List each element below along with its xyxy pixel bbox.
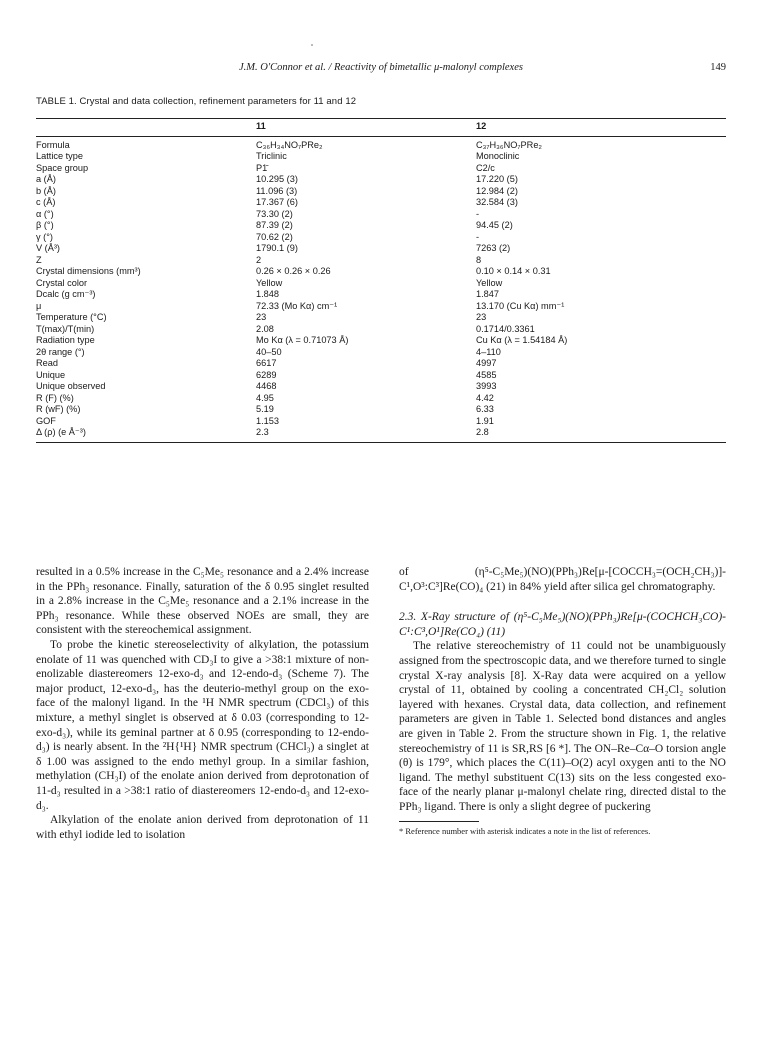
value-cell-11: C₃₆H₃₄NO₇PRe₂ — [256, 139, 323, 150]
section-heading: 2.3. X-Ray structure of (η⁵-C₅Me₅)(NO)(PPh₃)Re[μ-(COCHCH₃CO)-C¹:C³,O¹]Re(CO₄) (11) — [399, 611, 726, 638]
value-cell-11: 73.30 (2) — [256, 208, 293, 219]
page-header — [36, 62, 726, 80]
value-cell-11: 1.153 — [256, 415, 279, 426]
value-cell-11: 1790.1 (9) — [256, 243, 298, 253]
value-cell-12: 1.91 — [476, 415, 494, 426]
value-cell-12: Yellow — [476, 277, 503, 288]
crystal-data-table — [36, 118, 726, 443]
table-row — [36, 393, 726, 405]
parameter-cell: Read — [36, 358, 58, 368]
table-row — [36, 220, 726, 232]
table-row — [36, 163, 726, 175]
value-cell-12: 4997 — [476, 358, 497, 368]
value-cell-11: 40–50 — [256, 346, 282, 357]
footnote: * Reference number with asterisk indicates a note in the list of references. — [399, 825, 651, 836]
parameter-cell: Space group — [36, 162, 89, 173]
parameter-cell: c (Å) — [36, 197, 56, 207]
column-header-12: 12 — [476, 121, 487, 131]
value-cell-11: Yellow — [256, 277, 283, 288]
table-row — [36, 324, 726, 336]
value-cell-12: 3993 — [476, 381, 497, 391]
value-cell-11: 6289 — [256, 369, 277, 380]
right-text-column — [399, 565, 726, 837]
value-cell-12: - — [476, 231, 480, 242]
value-cell-11: 10.295 (3) — [256, 174, 298, 184]
parameter-cell: V (Å³) — [36, 243, 60, 253]
parameter-cell: γ (°) — [36, 231, 53, 242]
table-row — [36, 427, 726, 439]
table-row — [36, 358, 726, 370]
value-cell-12: 0.10 × 0.14 × 0.31 — [476, 266, 551, 276]
value-cell-12: 7263 (2) — [476, 243, 511, 253]
table-row — [36, 289, 726, 301]
paragraph: To probe the kinetic stereoselectivity of alkylation, the potassium enolate of 11 was quenched with CD₃I to give a >38:1 mixture of non-enolizable diastereomers 12-exo-d₃ and 12-endo-d₃ (Scheme 7). The major product, 12-exo-d₃, has the deuterio-methyl group on the exo-face of the malonyl ligand. In the ¹H NMR spectrum (CDCl₃) of this mixture, a methyl singlet is observed at δ 0.03 (corresponding to 12-exo-d₃), while its geminal partner at δ 0.95 (corresponding to 12-endo-d₃) is nearly absent. In the ²H{¹H} NMR spectrum (CHCl₃) a singlet at δ 1.00 was assigned to the endo methyl group. In a similar fashion, methylation (CH₃I) of the enolate anion derived from deprotonation of 11-d₃ resulted in a >38:1 ratio of diastereomers 12-endo-d₃ and 12-exo-d₃. — [36, 638, 369, 812]
parameter-cell: GOF — [36, 415, 56, 426]
value-cell-12: 13.170 (Cu Kα) mm⁻¹ — [476, 300, 565, 311]
value-cell-11: 1.848 — [256, 289, 279, 299]
parameter-cell: T(max)/T(min) — [36, 323, 95, 334]
value-cell-12: 8 — [476, 254, 482, 265]
value-cell-11: 4468 — [256, 381, 277, 391]
paragraph: The relative stereochemistry of 11 could not be unambiguously assigned from the spectroscopic data, and we therefore turned to single crystal X-ray analysis [8]. X-Ray data were acquired on a yellow crystal of 11, obtained by cooling a concentrated CH₂Cl₂ solution layered with hexanes. Crystal data, data collection, and refinement parameters are given in Table 1. Selected bond distances and angles are given in Table 2. From the structure shown in Fig. 1, the relative stereochemistry of 11 is SR,RS [6 *]. The ON–Re–Cα–O torsion angle (θ) is 179°, which places the C(11)–O(2) acyl oxygen anti to the NO ligand. The methyl substituent C(13) sits on the less congested exo-face of the nearly planar μ-malonyl chelate ring, directed distal to the PPh₃ ligand. There is only a slight degree of puckering — [399, 640, 726, 813]
value-cell-12: 94.45 (2) — [476, 220, 513, 230]
parameter-cell: b (Å) — [36, 185, 56, 196]
value-cell-12: 1.847 — [476, 289, 499, 299]
value-cell-11: 87.39 (2) — [256, 220, 293, 230]
paragraph: Alkylation of the enolate anion derived from deprotonation of 11 with ethyl iodide led to isolation — [36, 814, 369, 841]
value-cell-12: 12.984 (2) — [476, 185, 518, 196]
parameter-cell: Unique observed — [36, 381, 106, 391]
table-row — [36, 209, 726, 221]
paragraph: resulted in a 0.5% increase in the C₅Me₅ resonance and a 2.4% increase in the PPh₃ resonance. Finally, saturation of the δ 0.95 singlet resulted in a 2.8% increase in the C₅Me₅ resonance and a 2.1% increase in the PPh₃ resonance. While these observed NOEs are small, they are consistent with the stereochemical assignment. — [36, 566, 369, 637]
value-cell-12: - — [476, 208, 480, 219]
table-row — [36, 381, 726, 393]
table-row — [36, 232, 726, 244]
value-cell-12: 6.33 — [476, 404, 494, 414]
value-cell-11: 2 — [256, 254, 262, 265]
table-row — [36, 335, 726, 347]
value-cell-12: Cu Kα (λ = 1.54184 Å) — [476, 335, 568, 345]
parameter-cell: Formula — [36, 139, 70, 150]
table-row — [36, 301, 726, 313]
table-row — [36, 416, 726, 428]
column-header-11: 11 — [256, 121, 266, 131]
parameter-cell: μ — [36, 300, 42, 311]
parameter-cell: Crystal dimensions (mm³) — [36, 266, 141, 276]
value-cell-11: 6617 — [256, 358, 277, 368]
value-cell-12: 32.584 (3) — [476, 197, 518, 207]
parameter-cell: Unique — [36, 369, 66, 380]
parameter-cell: Crystal color — [36, 277, 88, 288]
parameter-cell: Δ (ρ) (e Å⁻³) — [36, 427, 86, 437]
parameter-cell: Z — [36, 254, 42, 265]
value-cell-12: 17.220 (5) — [476, 174, 518, 184]
paragraph: of (η⁵-C₅Me₅)(NO)(PPh₃)Re[μ-[COCCH₃=(OCH₂CH₃)]-C¹,O³:C³]Re(CO)₄ (21) in 84% yield after silica gel chromatography. — [399, 566, 726, 593]
table-row — [36, 243, 726, 255]
scan-mark — [311, 44, 313, 46]
parameter-cell: a (Å) — [36, 174, 56, 184]
table-row — [36, 197, 726, 209]
parameter-cell: Dcalc (g cm⁻³) — [36, 289, 96, 299]
value-cell-12: 4585 — [476, 369, 497, 380]
value-cell-11: 5.19 — [256, 404, 274, 414]
value-cell-11: 4.95 — [256, 392, 274, 403]
value-cell-11: 2.3 — [256, 427, 269, 437]
table-row — [36, 255, 726, 267]
left-text-column — [36, 565, 369, 842]
table-body — [36, 137, 726, 442]
table-row — [36, 370, 726, 382]
parameter-cell: R (F) (%) — [36, 392, 74, 403]
value-cell-11: 70.62 (2) — [256, 231, 293, 242]
value-cell-11: Mo Kα (λ = 0.71073 Å) — [256, 335, 349, 345]
value-cell-11: 2.08 — [256, 323, 274, 334]
table-caption: TABLE 1. Crystal and data collection, refinement parameters for 11 and 12 — [36, 96, 357, 107]
value-cell-12: 4–110 — [476, 346, 501, 357]
table-row — [36, 404, 726, 416]
value-cell-11: 11.096 (3) — [256, 185, 298, 196]
table-row — [36, 312, 726, 324]
parameter-cell: 2θ range (°) — [36, 346, 85, 357]
value-cell-12: Monoclinic — [476, 151, 520, 161]
table-row — [36, 347, 726, 359]
value-cell-11: P1̄ — [256, 162, 268, 173]
value-cell-12: 23 — [476, 312, 487, 322]
value-cell-12: 4.42 — [476, 392, 494, 403]
table-bottom-rule — [36, 442, 726, 443]
table-row — [36, 151, 726, 163]
value-cell-12: 2.8 — [476, 427, 489, 437]
footnote-rule — [399, 821, 479, 822]
table-row — [36, 140, 726, 152]
table-row — [36, 174, 726, 186]
value-cell-11: 17.367 (6) — [256, 197, 298, 207]
value-cell-11: 0.26 × 0.26 × 0.26 — [256, 266, 331, 276]
table-row — [36, 186, 726, 198]
value-cell-11: 72.33 (Mo Kα) cm⁻¹ — [256, 300, 338, 311]
table-header-row — [36, 119, 726, 136]
column-header-label — [36, 121, 256, 133]
value-cell-12: 0.1714/0.3361 — [476, 323, 535, 334]
parameter-cell: Temperature (°C) — [36, 312, 107, 322]
table-row — [36, 266, 726, 278]
parameter-cell: Radiation type — [36, 335, 95, 345]
value-cell-11: Triclinic — [256, 151, 287, 161]
parameter-cell: Lattice type — [36, 151, 83, 161]
parameter-cell: α (°) — [36, 208, 54, 219]
running-title: J.M. O'Connor et al. / Reactivity of bimetallic μ-malonyl complexes — [239, 62, 523, 73]
page-number: 149 — [710, 62, 726, 73]
parameter-cell: β (°) — [36, 220, 54, 230]
value-cell-12: C₃₇H₃₆NO₇PRe₂ — [476, 139, 542, 150]
table-row — [36, 278, 726, 290]
value-cell-12: C2/c — [476, 162, 495, 173]
parameter-cell: R (wF) (%) — [36, 404, 81, 414]
value-cell-11: 23 — [256, 312, 267, 322]
